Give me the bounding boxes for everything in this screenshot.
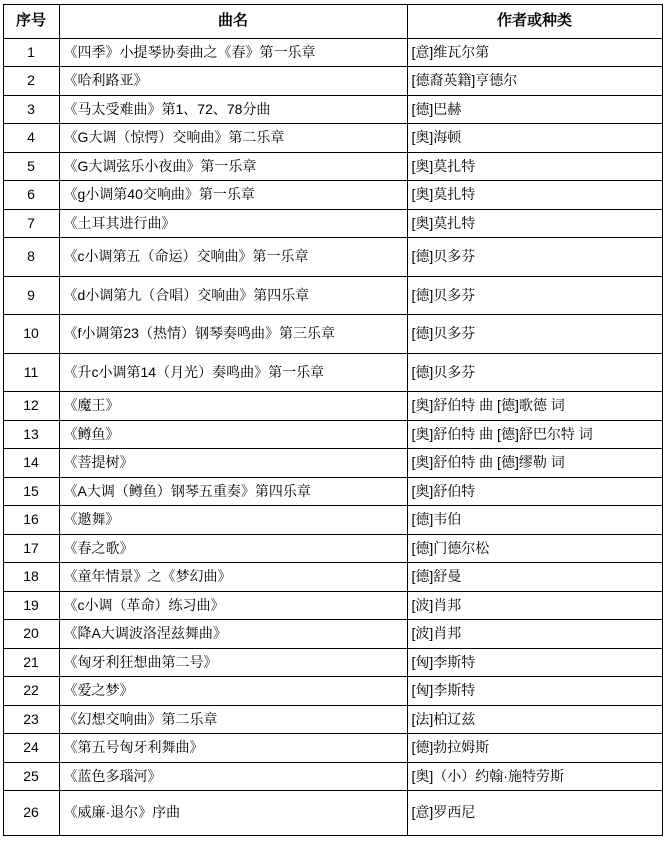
- cell-author: [德]勃拉姆斯: [407, 734, 662, 763]
- cell-title: 《鳟鱼》: [59, 420, 407, 449]
- cell-index: 20: [3, 620, 59, 649]
- column-header-title: 曲名: [59, 5, 407, 39]
- cell-title: 《土耳其进行曲》: [59, 209, 407, 238]
- cell-index: 23: [3, 705, 59, 734]
- cell-index: 2: [3, 67, 59, 96]
- table-row: [3, 449, 662, 478]
- cell-author: [匈]李斯特: [407, 677, 662, 706]
- cell-author: [德]贝多芬: [407, 276, 662, 315]
- cell-title: 《匈牙利狂想曲第二号》: [59, 648, 407, 677]
- cell-author: [德]门德尔松: [407, 534, 662, 563]
- cell-title: 《d小调第九（合唱）交响曲》第四乐章: [59, 276, 407, 315]
- cell-author: [奥]（小）约翰·施特劳斯: [407, 762, 662, 791]
- table-row: [3, 791, 662, 836]
- cell-title: 《威廉·退尔》序曲: [59, 791, 407, 836]
- cell-author: [奥]莫扎特: [407, 209, 662, 238]
- cell-index: 14: [3, 449, 59, 478]
- cell-author: [法]柏辽兹: [407, 705, 662, 734]
- cell-index: 24: [3, 734, 59, 763]
- cell-author: [奥]舒伯特 曲 [德]缪勒 词: [407, 449, 662, 478]
- table-row: [3, 506, 662, 535]
- cell-index: 22: [3, 677, 59, 706]
- cell-title: 《降A大调波洛涅兹舞曲》: [59, 620, 407, 649]
- table-row: [3, 95, 662, 124]
- cell-index: 13: [3, 420, 59, 449]
- cell-index: 19: [3, 591, 59, 620]
- table-row: [3, 591, 662, 620]
- table-body: [3, 38, 662, 835]
- table-header-row: [3, 5, 662, 39]
- cell-author: [德]贝多芬: [407, 353, 662, 392]
- cell-title: 《g小调第40交响曲》第一乐章: [59, 181, 407, 210]
- cell-title: 《G大调（惊愕）交响曲》第二乐章: [59, 124, 407, 153]
- cell-author: [奥]莫扎特: [407, 152, 662, 181]
- cell-title: 《春之歌》: [59, 534, 407, 563]
- table-row: [3, 477, 662, 506]
- table-row: [3, 534, 662, 563]
- table-row: [3, 705, 662, 734]
- column-header-index: 序号: [3, 5, 59, 39]
- cell-author: [德]贝多芬: [407, 315, 662, 354]
- cell-index: 18: [3, 563, 59, 592]
- cell-index: 15: [3, 477, 59, 506]
- table-row: [3, 563, 662, 592]
- table-row: [3, 315, 662, 354]
- cell-title: 《哈利路亚》: [59, 67, 407, 96]
- cell-title: 《爱之梦》: [59, 677, 407, 706]
- table-row: [3, 238, 662, 277]
- table-row: [3, 353, 662, 392]
- cell-title: 《升c小调第14（月光）奏鸣曲》第一乐章: [59, 353, 407, 392]
- cell-title: 《菩提树》: [59, 449, 407, 478]
- cell-index: 8: [3, 238, 59, 277]
- cell-author: [德]韦伯: [407, 506, 662, 535]
- cell-author: [奥]舒伯特 曲 [德]歌德 词: [407, 392, 662, 421]
- cell-index: 6: [3, 181, 59, 210]
- cell-author: [德]巴赫: [407, 95, 662, 124]
- cell-title: 《魔王》: [59, 392, 407, 421]
- cell-author: [意]罗西尼: [407, 791, 662, 836]
- table-row: [3, 209, 662, 238]
- cell-title: 《A大调（鳟鱼）钢琴五重奏》第四乐章: [59, 477, 407, 506]
- table-row: [3, 181, 662, 210]
- cell-index: 25: [3, 762, 59, 791]
- table-row: [3, 152, 662, 181]
- cell-title: 《童年情景》之《梦幻曲》: [59, 563, 407, 592]
- table-row: [3, 392, 662, 421]
- table-row: [3, 620, 662, 649]
- cell-index: 12: [3, 392, 59, 421]
- cell-title: 《幻想交响曲》第二乐章: [59, 705, 407, 734]
- table-row: [3, 648, 662, 677]
- table-row: [3, 124, 662, 153]
- cell-title: 《f小调第23（热情）钢琴奏鸣曲》第三乐章: [59, 315, 407, 354]
- cell-index: 10: [3, 315, 59, 354]
- table-row: [3, 67, 662, 96]
- cell-author: [波]肖邦: [407, 591, 662, 620]
- cell-index: 21: [3, 648, 59, 677]
- cell-index: 11: [3, 353, 59, 392]
- column-header-author: 作者或种类: [407, 5, 662, 39]
- cell-author: [德]贝多芬: [407, 238, 662, 277]
- cell-index: 4: [3, 124, 59, 153]
- cell-title: 《四季》小提琴协奏曲之《春》第一乐章: [59, 38, 407, 67]
- cell-title: 《c小调第五（命运）交响曲》第一乐章: [59, 238, 407, 277]
- cell-author: [奥]海顿: [407, 124, 662, 153]
- cell-title: 《马太受难曲》第1、72、78分曲: [59, 95, 407, 124]
- cell-author: [德]舒曼: [407, 563, 662, 592]
- cell-index: 3: [3, 95, 59, 124]
- cell-title: 《第五号匈牙利舞曲》: [59, 734, 407, 763]
- table-row: [3, 420, 662, 449]
- cell-author: [奥]舒伯特 曲 [德]舒巴尔特 词: [407, 420, 662, 449]
- cell-author: [德裔英籍]亨德尔: [407, 67, 662, 96]
- table-row: [3, 762, 662, 791]
- cell-title: 《蓝色多瑙河》: [59, 762, 407, 791]
- cell-index: 9: [3, 276, 59, 315]
- table-row: [3, 38, 662, 67]
- cell-index: 16: [3, 506, 59, 535]
- table-row: [3, 276, 662, 315]
- cell-author: [意]维瓦尔第: [407, 38, 662, 67]
- cell-index: 1: [3, 38, 59, 67]
- cell-author: [奥]舒伯特: [407, 477, 662, 506]
- cell-index: 26: [3, 791, 59, 836]
- cell-title: 《G大调弦乐小夜曲》第一乐章: [59, 152, 407, 181]
- cell-author: [波]肖邦: [407, 620, 662, 649]
- cell-author: [奥]莫扎特: [407, 181, 662, 210]
- table-header: [3, 5, 662, 39]
- cell-index: 5: [3, 152, 59, 181]
- cell-index: 7: [3, 209, 59, 238]
- music-works-table: [3, 4, 663, 836]
- cell-author: [匈]李斯特: [407, 648, 662, 677]
- table-row: [3, 677, 662, 706]
- table-row: [3, 734, 662, 763]
- cell-title: 《c小调（革命）练习曲》: [59, 591, 407, 620]
- cell-index: 17: [3, 534, 59, 563]
- cell-title: 《邀舞》: [59, 506, 407, 535]
